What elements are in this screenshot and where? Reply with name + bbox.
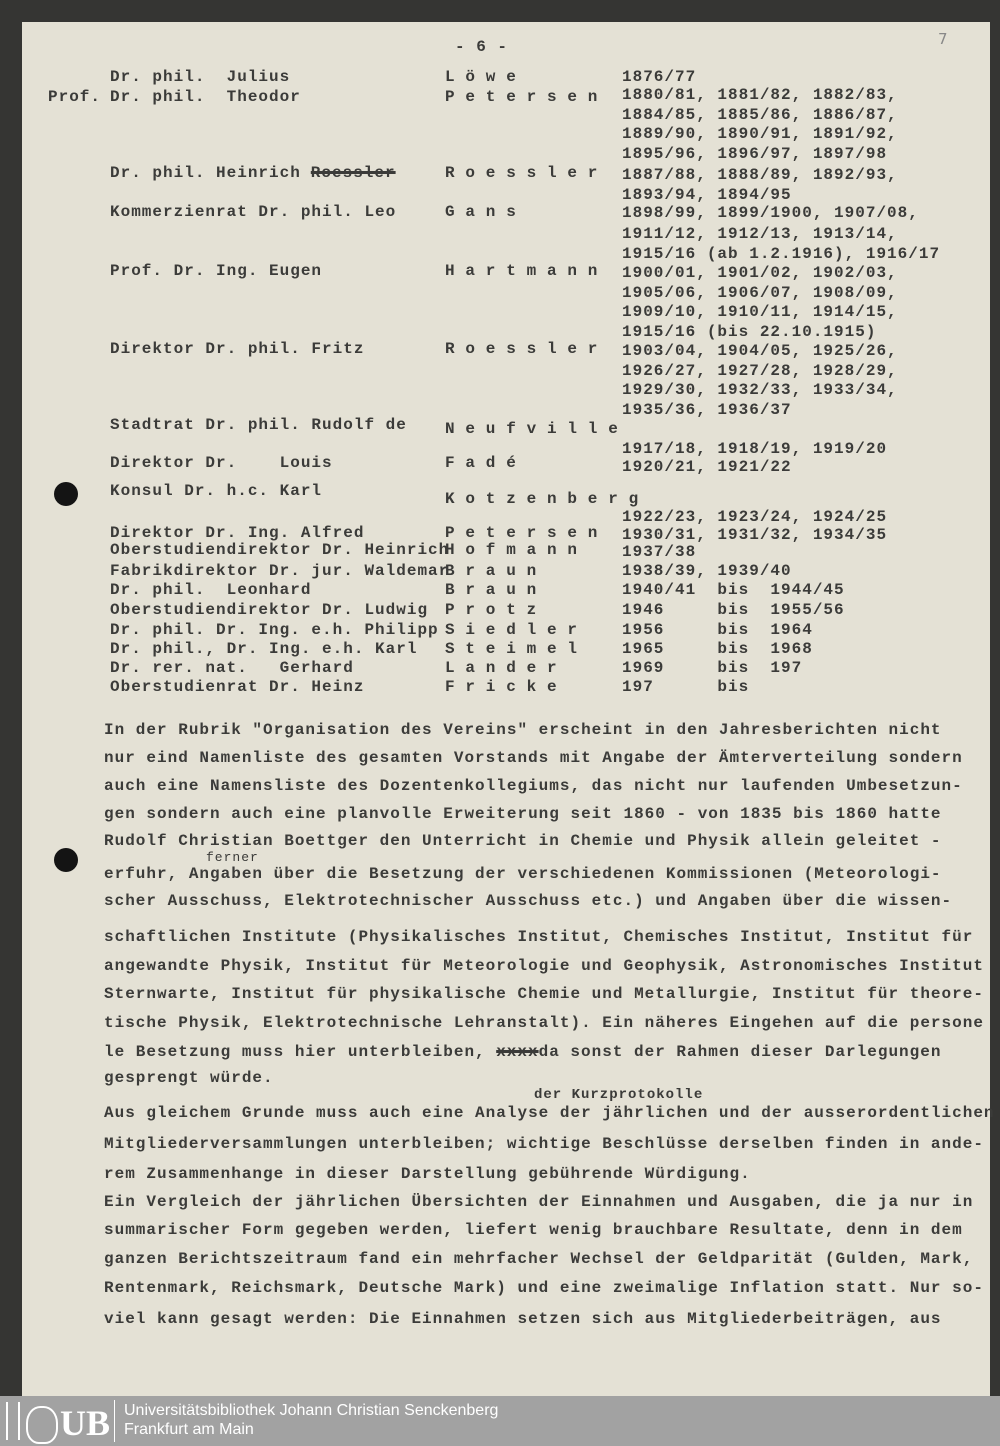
paragraph-line: rem Zusammenhange in dieser Darstellung gebührende Würdigung. <box>104 1165 751 1183</box>
term-years: 1940/41 bis 1944/45 <box>622 581 845 599</box>
paragraph-line: da sonst der Rahmen dieser Darlegungen <box>538 1043 942 1061</box>
term-years: 1937/38 <box>622 543 697 561</box>
paragraph-line: gen sondern auch eine planvolle Erweiterung seit 1860 - von 1835 bis 1860 hatte <box>104 805 942 823</box>
person-name: Oberstudienrat Dr. Heinz <box>110 678 365 696</box>
paragraph-line: summarischer Form gegeben werden, liefert wenig brauchbare Resultate, denn in dem <box>104 1221 963 1239</box>
ub-logo <box>4 1400 115 1442</box>
term-years: 1926/27, 1927/28, 1928/29, <box>622 361 898 380</box>
surname: Neufville <box>445 420 629 438</box>
paragraph-line: In der Rubrik "Organisation des Vereins" erscheint in den Jahresberichten nicht <box>104 721 942 739</box>
term-years: 1887/88, 1888/89, 1892/93, <box>622 166 898 184</box>
paragraph-line: auch eine Namensliste des Dozentenkollegiums, das nicht nur laufenden Umbesetzun- <box>104 777 963 795</box>
library-footer <box>0 1396 1000 1446</box>
logo-text: UB <box>60 1403 111 1443</box>
term-years: 1900/01, 1901/02, 1902/03, <box>622 264 898 282</box>
paragraph-line: viel kann gesagt werden: Die Einnahmen setzen sich aus Mitgliederbeiträgen, aus <box>104 1310 942 1328</box>
surname: Siedler <box>445 621 588 639</box>
term-years: 1893/94, 1894/95 <box>622 186 792 204</box>
term-years: 1884/85, 1885/86, 1886/87, <box>622 105 898 124</box>
term-years: 1880/81, 1881/82, 1882/83, <box>622 86 898 104</box>
punch-hole <box>54 848 78 872</box>
person-name: Dr. phil. Theodor <box>110 88 301 106</box>
surname: Fadé <box>445 454 527 472</box>
person-name: Direktor Dr. Louis <box>110 454 333 472</box>
paragraph-line: Mitgliederversammlungen unterbleiben; wichtige Beschlüsse derselben finden in ande- <box>104 1135 984 1153</box>
library-name: Universitätsbibliothek Johann Christian Senckenberg <box>124 1402 499 1419</box>
person-name: Oberstudiendirektor Dr. Ludwig <box>110 601 429 619</box>
term-years: 1889/90, 1890/91, 1891/92, <box>622 125 898 143</box>
struck-text: Roessler <box>310 164 396 182</box>
paragraph-line: Sternwarte, Institut für physikalische Chemie und Metallurgie, Institut für theore- <box>104 985 984 1003</box>
surname: Hartmann <box>445 262 609 280</box>
inserted-phrase-kurzprotokolle: der Kurzprotokolle <box>534 1087 704 1103</box>
term-years: 1876/77 <box>622 68 697 86</box>
person-name: Dr. phil., Dr. Ing. e.h. Karl <box>110 640 418 658</box>
term-years: 1905/06, 1906/07, 1908/09, <box>622 283 898 302</box>
logo-pillar-icon <box>6 1402 20 1440</box>
surname: Löwe <box>445 68 527 86</box>
paragraph-line: tische Physik, Elektrotechnische Lehranstalt). Ein näheres Eingehen auf die persone <box>104 1014 984 1032</box>
term-years: 1946 bis 1955/56 <box>622 601 845 619</box>
punch-hole <box>54 482 78 506</box>
person-name: Prof. Dr. Ing. Eugen <box>110 262 323 280</box>
paragraph-line: gesprengt würde. <box>104 1069 274 1087</box>
person-name: Dr. phil. Heinrich <box>110 164 301 182</box>
person-name: Dr. phil. Leonhard <box>110 581 312 599</box>
person-name: Fabrikdirektor Dr. jur. Waldemar <box>110 562 450 580</box>
person-name: Dr. phil. Julius <box>110 68 291 86</box>
person-name: Direktor Dr. Ing. Alfred <box>110 524 365 542</box>
term-years: 1938/39, 1939/40 <box>622 562 792 580</box>
term-years: 1898/99, 1899/1900, 1907/08, <box>622 204 919 222</box>
surname: Kotzenberg <box>445 490 650 508</box>
term-years: 1920/21, 1921/22 <box>622 458 792 476</box>
person-name: Oberstudiendirektor Dr. Heinrich <box>110 541 450 559</box>
paragraph-line: le Besetzung muss hier unterbleiben, <box>104 1043 486 1061</box>
paragraph-line: Ein Vergleich der jährlichen Übersichten der Einnahmen und Ausgaben, die ja nur in <box>104 1193 974 1211</box>
title-prefix: Prof. <box>48 88 102 106</box>
term-years: 1911/12, 1912/13, 1913/14, <box>622 224 898 243</box>
paragraph-line: Aus gleichem Grunde muss auch eine Analyse der jährlichen und der ausserordentlichen <box>104 1104 995 1122</box>
page-number: - 6 - <box>455 38 509 56</box>
surname: Fricke <box>445 678 568 696</box>
paragraph-line: angewandte Physik, Institut für Meteorologie und Geophysik, Astronomisches Institut <box>104 957 984 975</box>
paragraph-line: Rentenmark, Reichsmark, Deutsche Mark) und eine zweimalige Inflation statt. Nur so- <box>104 1279 984 1297</box>
person-name: Dr. rer. nat. Gerhard <box>110 659 354 677</box>
paragraph-line: erfuhr, Angaben über die Besetzung der verschiedenen Kommissionen (Meteorologi- <box>104 865 942 883</box>
term-years: 1969 bis 197 <box>622 659 803 677</box>
person-name: Direktor Dr. phil. Fritz <box>110 340 365 358</box>
archive-page-number: 7 <box>938 30 948 48</box>
term-years: 1909/10, 1910/11, 1914/15, <box>622 303 898 321</box>
surname: Protz <box>445 601 548 619</box>
surname: Hofmann <box>445 541 588 559</box>
surname: Petersen <box>445 88 609 106</box>
logo-portrait-icon <box>26 1406 58 1444</box>
term-years: 1915/16 (ab 1.2.1916), 1916/17 <box>622 245 941 263</box>
term-years: 1956 bis 1964 <box>622 621 813 639</box>
surname: Lander <box>445 659 568 677</box>
term-years: 1915/16 (bis 22.10.1915) <box>622 322 877 341</box>
paragraph-line: Rudolf Christian Boettger den Unterricht in Chemie und Physik allein geleitet - <box>104 832 942 850</box>
term-years: 1929/30, 1932/33, 1933/34, <box>622 381 898 399</box>
surname: Gans <box>445 203 527 221</box>
term-years: 1895/96, 1896/97, 1897/98 <box>622 144 888 163</box>
surname: Petersen <box>445 524 609 542</box>
person-name: Konsul Dr. h.c. Karl <box>110 482 323 500</box>
surname: Braun <box>445 581 548 599</box>
term-years: 1930/31, 1931/32, 1934/35 <box>622 526 888 544</box>
surname: Braun <box>445 562 548 580</box>
paragraph-line: schaftlichen Institute (Physikalisches Institut, Chemisches Institut, Institut für <box>104 928 974 946</box>
surname: Roessler <box>445 164 609 182</box>
paragraph-line: ganzen Berichtszeitraum fand ein mehrfacher Wechsel der Geldparität (Gulden, Mark, <box>104 1250 974 1268</box>
paragraph-line: nur eind Namenliste des gesamten Vorstands mit Angabe der Ämterverteilung sondern <box>104 749 963 767</box>
term-years: 197 bis <box>622 678 750 696</box>
person-name: Dr. phil. Dr. Ing. e.h. Philipp <box>110 621 439 639</box>
paragraph-line: scher Ausschuss, Elektrotechnischer Ausschuss etc.) und Angaben über die wissen- <box>104 892 953 910</box>
library-city: Frankfurt am Main <box>124 1421 254 1438</box>
inserted-word-ferner: ferner <box>206 850 259 865</box>
term-years: 1903/04, 1904/05, 1925/26, <box>622 342 898 360</box>
person-name: Stadtrat Dr. phil. Rudolf de <box>110 416 407 434</box>
struck-text: xxxx <box>496 1043 539 1061</box>
term-years: 1965 bis 1968 <box>622 640 813 658</box>
person-name: Kommerzienrat Dr. phil. Leo <box>110 203 397 221</box>
surname: Roessler <box>445 340 609 358</box>
term-years: 1922/23, 1923/24, 1924/25 <box>622 508 888 526</box>
term-years: 1935/36, 1936/37 <box>622 400 792 419</box>
term-years: 1917/18, 1918/19, 1919/20 <box>622 440 888 458</box>
surname: Steimel <box>445 640 588 658</box>
